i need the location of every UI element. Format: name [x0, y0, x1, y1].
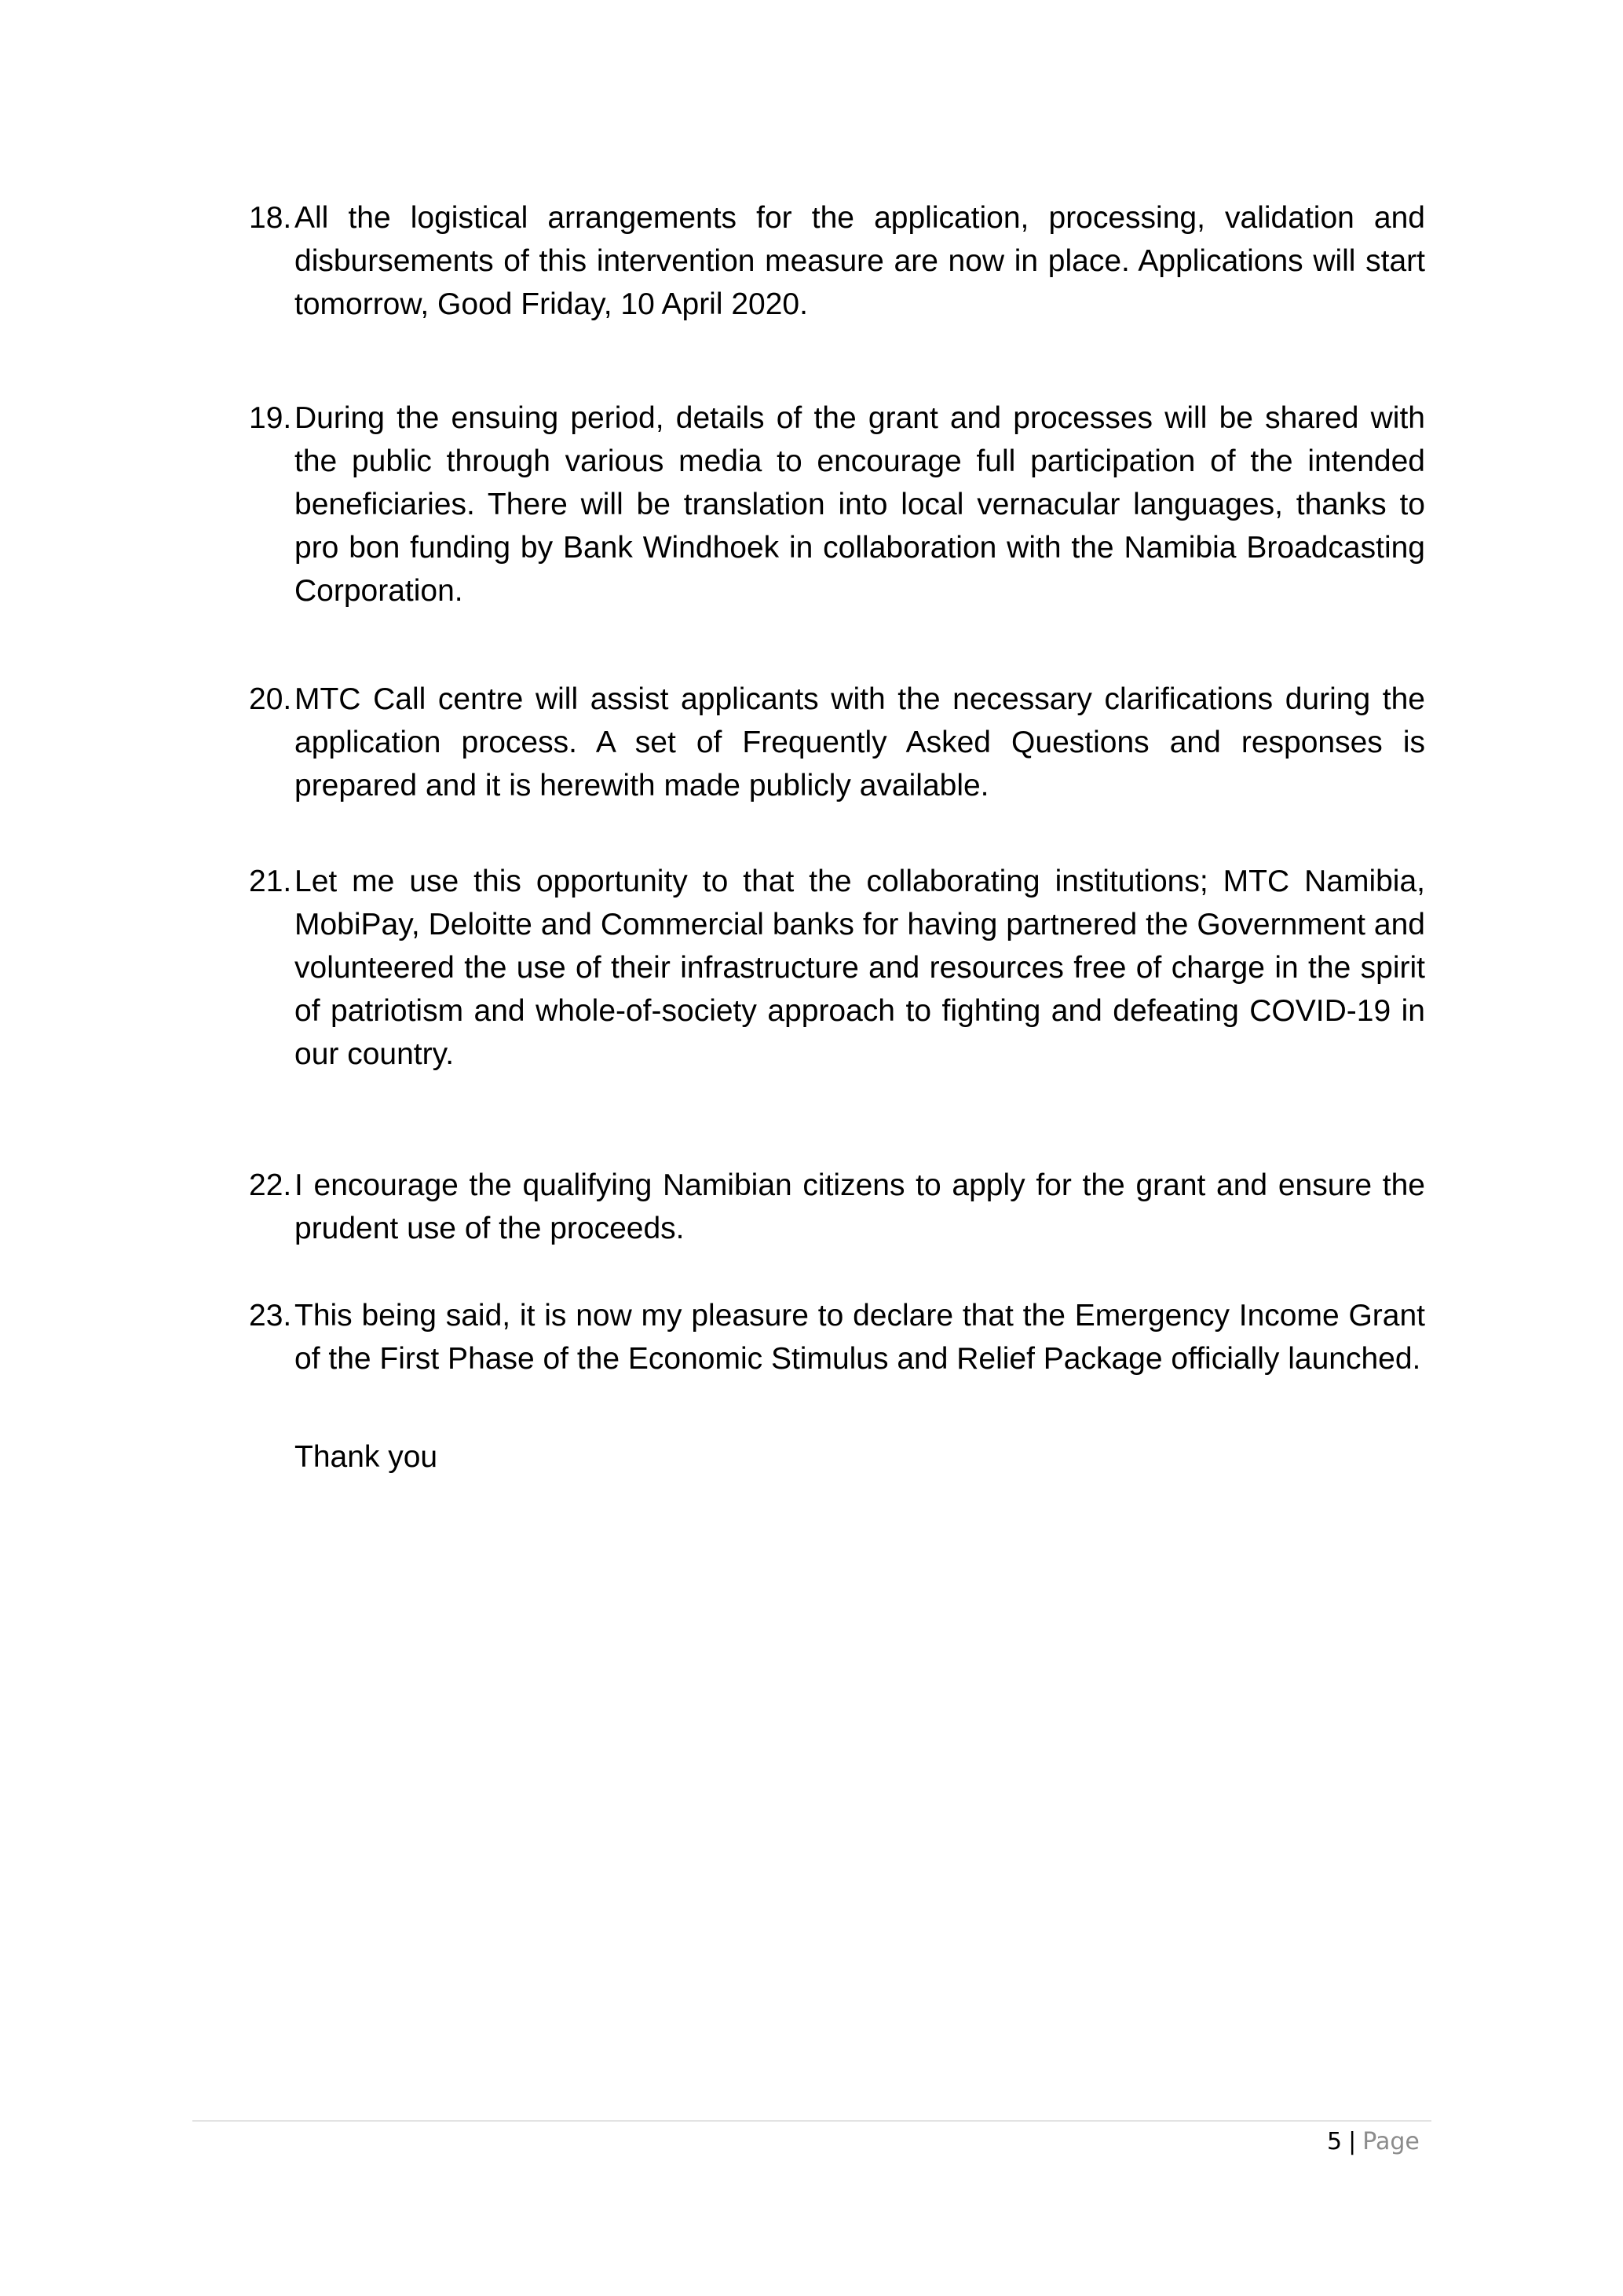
numbered-paragraph-20	[249, 678, 1425, 807]
paragraph-text: Let me use this opportunity to that the collaborating institutions; MTC Namibia, MobiPay, Deloitte and Commercial banks for having partnered the Government and volunteered the use of their infrastructure and resources free of charge in the spirit of patriotism and whole-of-society approach to fighting and defeating COVID-19 in our country.	[294, 865, 1425, 1071]
paragraph-text: This being said, it is now my pleasure to declare that the Emergency Income Grant of the First Phase of the Economic Stimulus and Relief Package officially launched.	[294, 1299, 1425, 1376]
numbered-paragraph-23	[249, 1294, 1425, 1380]
paragraph-number: 21.	[249, 865, 292, 898]
footer-divider	[192, 2120, 1431, 2122]
page-footer	[1327, 2126, 1420, 2158]
numbered-paragraph-21	[249, 860, 1425, 1076]
page-label: Page	[1362, 2128, 1420, 2155]
paragraph-text: During the ensuing period, details of the grant and processes will be shared with the public through various media to encourage full participation of the intended beneficiaries. There will be translation into local vernacular languages, thanks to pro bon funding by Bank Windhoek in collaboration with the Namibia Broadcasting Corporation.	[294, 401, 1425, 608]
paragraph-number: 19.	[249, 401, 292, 435]
page-number: 5	[1327, 2128, 1343, 2155]
page-separator: |	[1348, 2128, 1357, 2155]
numbered-paragraph-19	[249, 397, 1425, 612]
paragraph-text: I encourage the qualifying Namibian citizens to apply for the grant and ensure the prudent use of the proceeds.	[294, 1168, 1425, 1245]
paragraph-text: All the logistical arrangements for the application, processing, validation and disbursements of this intervention measure are now in place. Applications will start tomorrow, Good Friday, 10 April 2020.	[294, 201, 1425, 321]
numbered-paragraph-22	[249, 1164, 1425, 1250]
paragraph-number: 23.	[249, 1299, 292, 1333]
paragraph-text: MTC Call centre will assist applicants with the necessary clarifications during the application process. A set of Frequently Asked Questions and responses is prepared and it is herewith made publicly available.	[294, 682, 1425, 803]
paragraph-number: 20.	[249, 682, 292, 716]
paragraph-number: 22.	[249, 1168, 292, 1202]
closing-remark: Thank you	[294, 1440, 438, 1474]
numbered-paragraph-18	[249, 196, 1425, 326]
paragraph-number: 18.	[249, 201, 292, 235]
